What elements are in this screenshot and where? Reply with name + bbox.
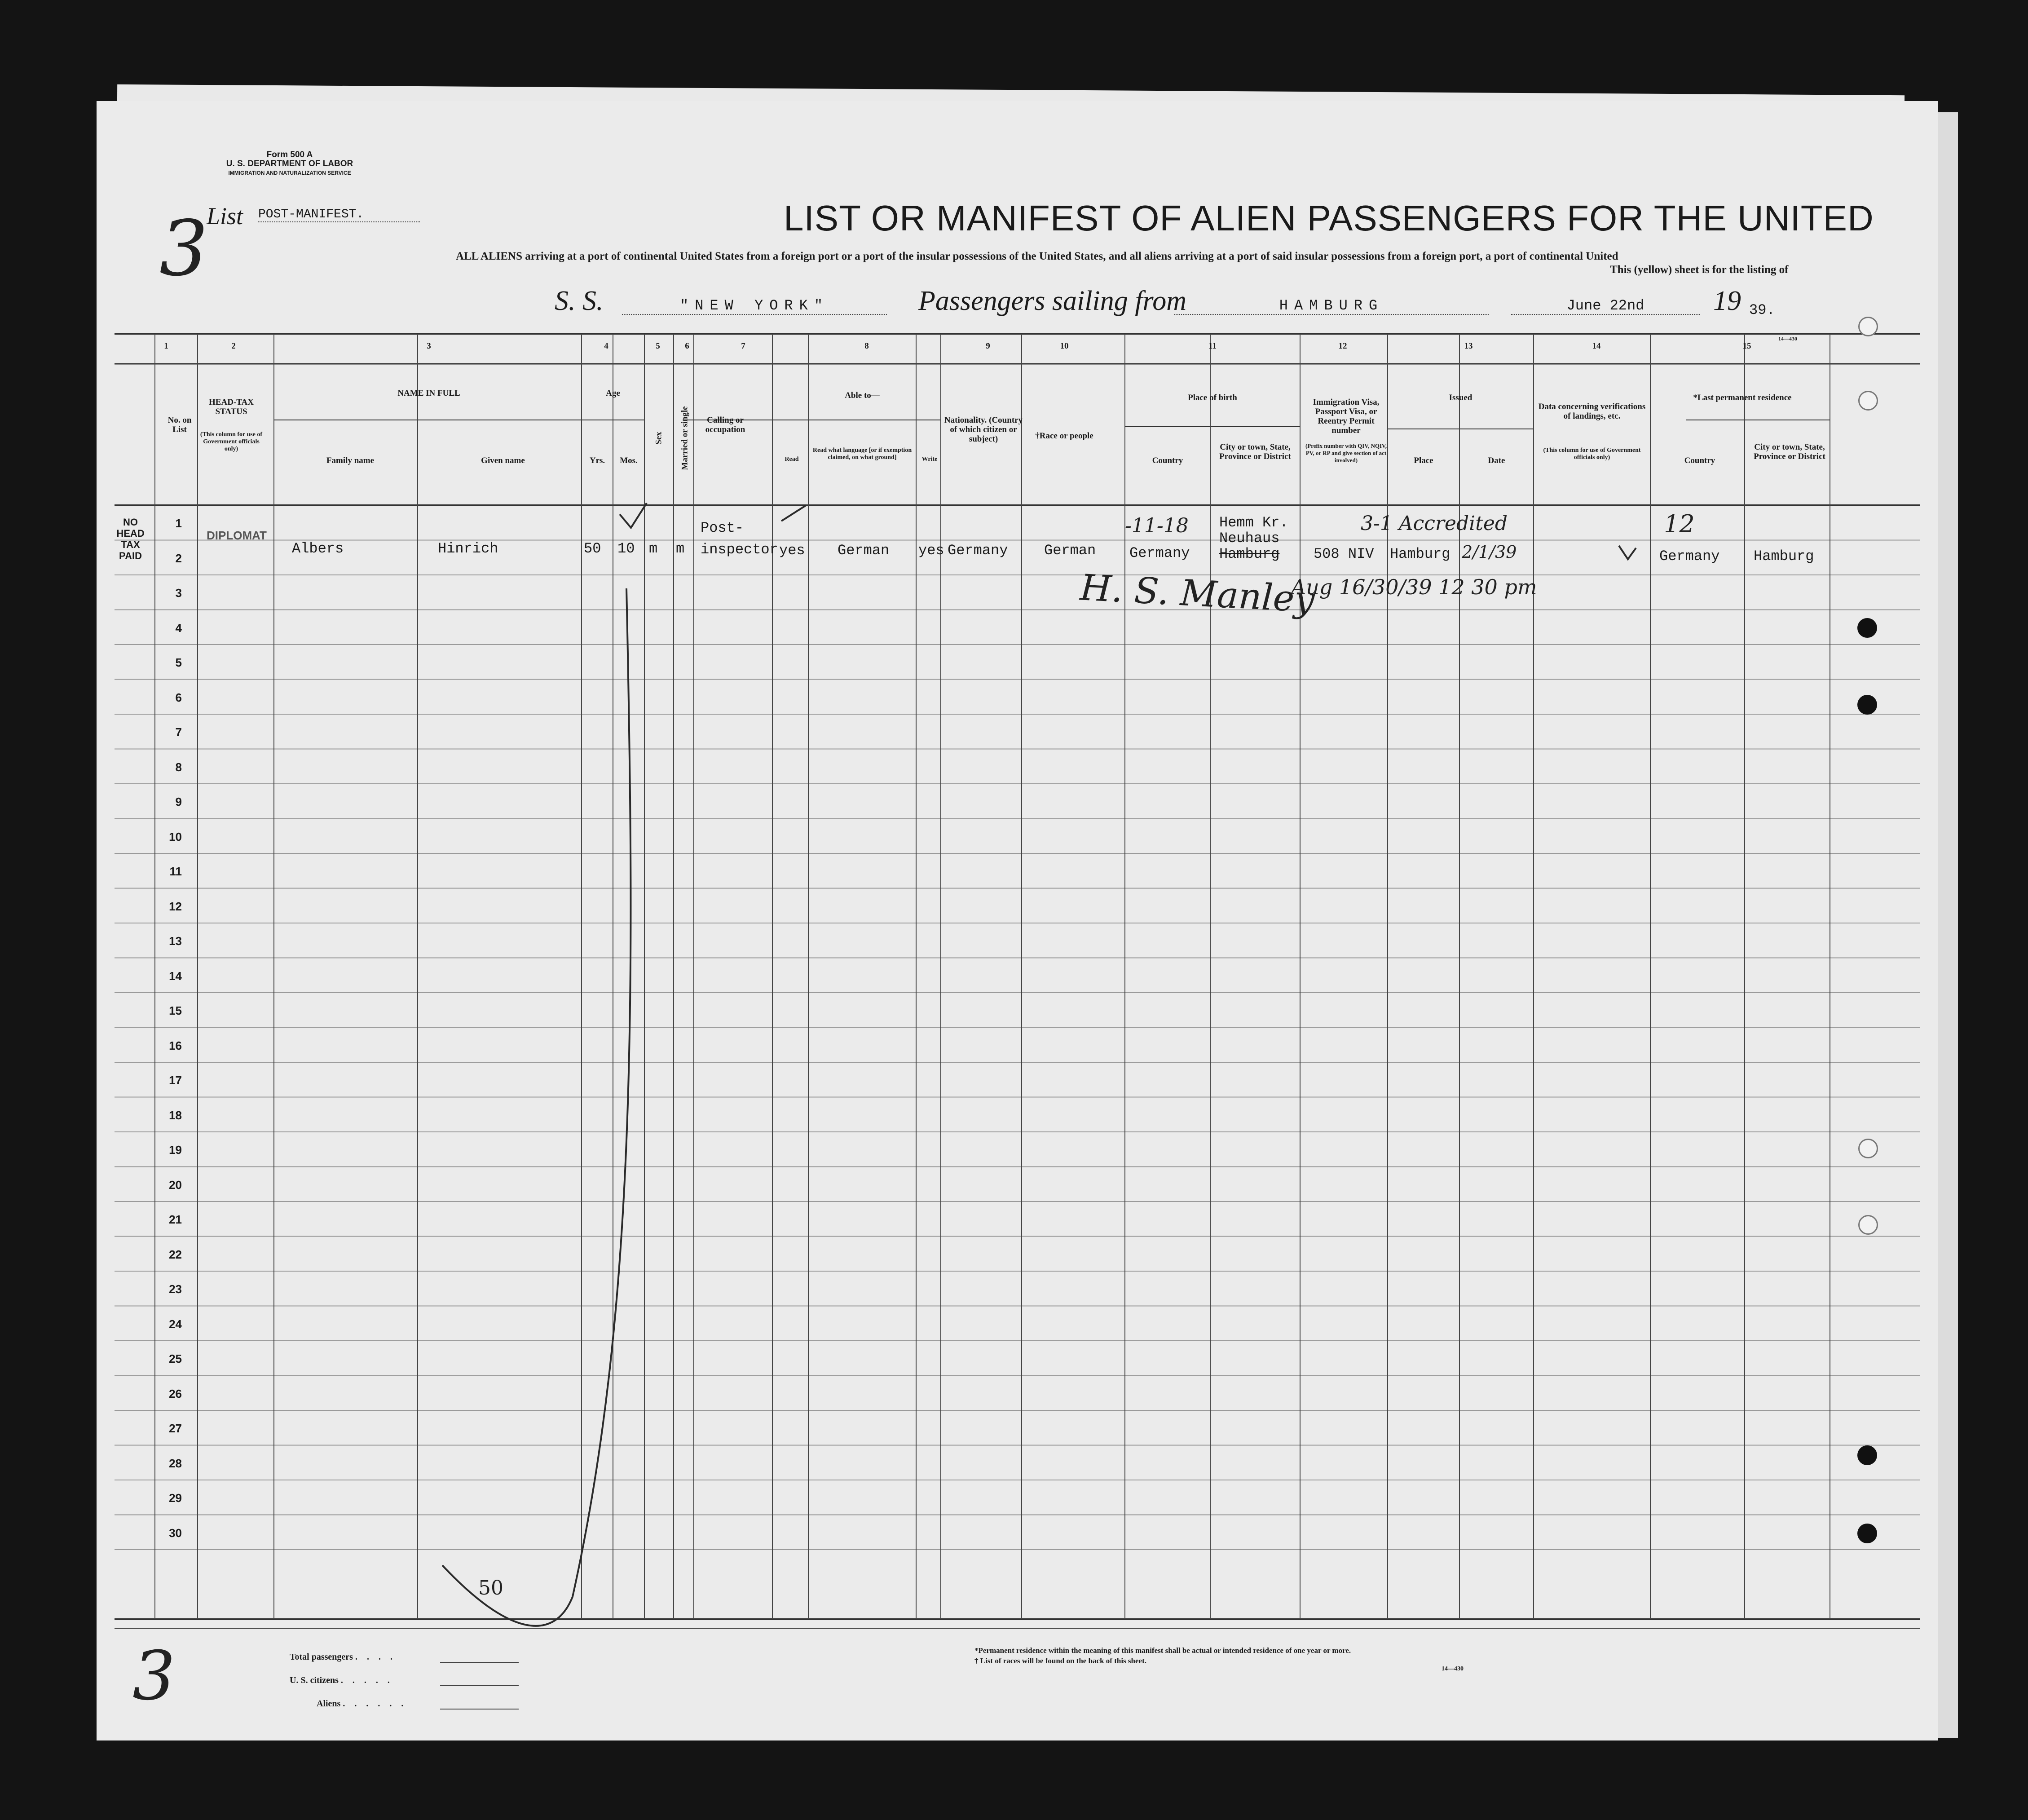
row-number: 17 xyxy=(169,1073,182,1087)
column-number: 8 xyxy=(864,341,869,351)
header-birth-country: Country xyxy=(1152,456,1183,465)
binder-hole xyxy=(1857,1445,1877,1465)
ship-name: "NEW YORK" xyxy=(622,297,887,315)
binder-hole xyxy=(1857,618,1877,638)
occupation-line-1: Post- xyxy=(701,520,744,536)
header-head-tax-note: (This column for use of Government officials only) xyxy=(200,431,263,452)
subtitle-line-2: This (yellow) sheet is for the listing of xyxy=(1610,264,1789,276)
row-number: 29 xyxy=(169,1491,182,1505)
row-number: 22 xyxy=(169,1247,182,1261)
column-number: 7 xyxy=(741,341,745,351)
aliens-label xyxy=(317,1699,407,1709)
footnote-residence: *Permanent residence within the meaning of this manifest shall be actual or intended residence of one year or more. xyxy=(974,1646,1351,1655)
column-number: 10 xyxy=(1060,341,1069,351)
binder-hole xyxy=(1858,391,1878,411)
header-visa: Immigration Visa, Passport Visa, or Reentry Permit number xyxy=(1313,398,1380,435)
binder-hole xyxy=(1857,695,1877,715)
year-suffix: 39. xyxy=(1749,302,1775,318)
row-number: 4 xyxy=(175,621,182,635)
row-number: 8 xyxy=(175,760,182,774)
bottom-handwritten-mark: 3 xyxy=(132,1637,176,1715)
header-head-tax: HEAD-TAX STATUS xyxy=(209,398,254,416)
header-family-name: Family name xyxy=(326,456,375,465)
no-head-tax-stamp: NO HEAD TAX PAID xyxy=(116,517,145,561)
column-number: 2 xyxy=(231,341,236,351)
row-number: 20 xyxy=(169,1178,182,1192)
read: yes xyxy=(779,542,805,559)
us-citizens-label xyxy=(290,1675,393,1686)
table-grid xyxy=(97,101,1938,1740)
sailing-date: June 22nd xyxy=(1511,297,1700,315)
column-number: 11 xyxy=(1208,341,1217,351)
row-number: 19 xyxy=(169,1143,182,1157)
page-title: LIST OR MANIFEST OF ALIEN PASSENGERS FOR THE UNITED xyxy=(784,198,1874,238)
binder-hole xyxy=(1858,317,1878,336)
column-number: 1 xyxy=(164,341,168,351)
column-number: 9 xyxy=(986,341,990,351)
header-place-of-birth: Place of birth xyxy=(1188,393,1237,402)
row-number: 21 xyxy=(169,1213,182,1226)
issued-date: 2/1/39 xyxy=(1462,542,1517,562)
service: IMMIGRATION AND NATURALIZATION SERVICE xyxy=(228,170,351,176)
header-nationality: Nationality. (Country of which citizen or subject) xyxy=(944,415,1023,444)
header-res-country: Country xyxy=(1684,456,1715,465)
header-residence: *Last permanent residence xyxy=(1693,393,1792,402)
birth-city-line-2: Neuhaus xyxy=(1219,530,1280,547)
header-landing-note: (This column for use of Government officials only) xyxy=(1543,447,1641,461)
list-value: POST-MANIFEST. xyxy=(258,208,420,222)
header-res-city: City or town, State, Province or District xyxy=(1754,442,1825,461)
column-number: 5 xyxy=(656,341,660,351)
issued-place: Hamburg xyxy=(1390,546,1450,562)
birth-annotation: -11-18 xyxy=(1125,514,1189,537)
row-number: 28 xyxy=(169,1456,182,1470)
row-number: 12 xyxy=(169,899,182,913)
header-issued-date: Date xyxy=(1488,456,1505,465)
birth-city-line-1: Hemm Kr. xyxy=(1219,514,1288,531)
row-number: 26 xyxy=(169,1387,182,1400)
header-issued-place: Place xyxy=(1414,456,1433,465)
header-read: Read xyxy=(785,456,799,463)
given-name: Hinrich xyxy=(438,540,498,557)
nationality: Germany xyxy=(948,542,1008,559)
binder-hole xyxy=(1858,1139,1878,1158)
header-married: Married or single xyxy=(680,406,690,470)
header-read-lang: Read what language [or if exemption claimed, on what ground] xyxy=(812,447,912,461)
write: yes xyxy=(918,542,944,559)
header-given-name: Given name xyxy=(481,456,525,465)
form-code: 14—430 xyxy=(1442,1665,1464,1672)
header-issued: Issued xyxy=(1449,393,1473,402)
residence-city: Hamburg xyxy=(1754,548,1814,565)
column-number: 4 xyxy=(604,341,608,351)
aliens-text: Aliens xyxy=(317,1699,341,1709)
total-passengers-text: Total passengers xyxy=(290,1652,353,1662)
column-number: 15 xyxy=(1742,341,1751,351)
row-number: 16 xyxy=(169,1038,182,1052)
row-number: 7 xyxy=(175,725,182,739)
row-number: 14 xyxy=(169,969,182,983)
column-number: 6 xyxy=(685,341,689,351)
total-passengers-line xyxy=(440,1662,519,1663)
header-calling: Calling or occupation xyxy=(705,415,745,434)
column-number: 3 xyxy=(427,341,431,351)
row-number: 25 xyxy=(169,1352,182,1365)
row-number: 9 xyxy=(175,795,182,808)
row-number: 24 xyxy=(169,1317,182,1331)
header-write: Write xyxy=(921,456,938,463)
row-number: 5 xyxy=(175,656,182,669)
column-number: 13 xyxy=(1464,341,1473,351)
header-visa-note: (Prefix number with QIV, NQIV, PV, or RP and give section of act involved) xyxy=(1305,442,1387,464)
header-birth-city: City or town, State, Province or District xyxy=(1219,442,1291,461)
binder-hole xyxy=(1857,1524,1877,1543)
subtitle-line-1: ALL ALIENS arriving at a port of continental United States from a foreign port or a port of the insular possessions of the United States, and all aliens arriving at a port of said insular possessions from a foreign port, a port of continental United xyxy=(456,250,1618,262)
form-number: Form 500 A xyxy=(266,150,313,159)
header-yrs: Yrs. xyxy=(589,456,605,465)
signature-date: Aug 16/30/39 12 30 pm xyxy=(1291,575,1537,599)
married: m xyxy=(676,540,685,557)
sex: m xyxy=(649,540,658,557)
row-number: 3 xyxy=(175,586,182,600)
header-mos: Mos. xyxy=(620,456,638,465)
visa-number: 508 NIV xyxy=(1314,546,1374,562)
age-months: 10 xyxy=(617,540,635,557)
leader-dots: . . . . . xyxy=(340,1675,393,1685)
header-able-to: Able to— xyxy=(845,391,880,400)
port-name: HAMBURG xyxy=(1174,297,1489,315)
department: U. S. DEPARTMENT OF LABOR xyxy=(226,159,353,168)
total-count: 50 xyxy=(478,1577,503,1599)
row-number: 11 xyxy=(169,865,182,878)
row-number: 23 xyxy=(169,1282,182,1296)
age-years: 50 xyxy=(584,540,601,557)
occupation-line-2: inspector xyxy=(701,541,778,558)
row-number: 30 xyxy=(169,1526,182,1540)
top-form-code: 14—430 xyxy=(1778,336,1797,342)
header-race: †Race or people xyxy=(1035,431,1093,441)
year-prefix: 19 xyxy=(1713,286,1741,316)
header-age: Age xyxy=(606,389,620,398)
column-number: 14 xyxy=(1592,341,1601,351)
binder-hole xyxy=(1858,1215,1878,1235)
family-name: Albers xyxy=(292,540,344,557)
us-citizens-line xyxy=(440,1685,519,1686)
leader-dots: . . . . xyxy=(355,1652,396,1662)
manifest-sheet xyxy=(97,101,1938,1740)
row-number: 27 xyxy=(169,1422,182,1435)
row-number: 15 xyxy=(169,1004,182,1017)
list-label: List xyxy=(207,203,243,230)
aliens-line xyxy=(440,1709,519,1710)
visa-annotation: 3-1 Accredited xyxy=(1361,512,1508,535)
header-sex: Sex xyxy=(654,432,664,445)
inspector-signature: H. S. Manley xyxy=(1079,566,1316,621)
leader-dots: . . . . . . xyxy=(343,1699,407,1709)
footnote-races: † List of races will be found on the back of this sheet. xyxy=(974,1657,1146,1665)
column-number: 12 xyxy=(1338,341,1347,351)
row-number: 18 xyxy=(169,1108,182,1122)
residence-annotation: 12 xyxy=(1664,510,1695,538)
birth-country: Germany xyxy=(1129,545,1190,561)
ss-label: S. S. xyxy=(555,286,604,316)
residence-country: Germany xyxy=(1659,548,1720,565)
us-citizens-text: U. S. citizens xyxy=(290,1675,339,1685)
sailing-label: Passengers sailing from xyxy=(918,286,1187,316)
row-number: 13 xyxy=(169,934,182,948)
row-number: 10 xyxy=(169,830,182,844)
row-number: 1 xyxy=(175,517,182,530)
header-name-in-full: NAME IN FULL xyxy=(397,389,460,398)
row-number: 6 xyxy=(175,690,182,704)
header-no-on-list: No. on List xyxy=(168,415,192,434)
list-handwritten-number: 3 xyxy=(159,204,208,293)
read-language: German xyxy=(838,542,890,559)
row-number: 2 xyxy=(175,551,182,565)
head-tax-status: DIPLOMAT xyxy=(207,529,267,542)
race: German xyxy=(1044,542,1096,559)
total-passengers-label xyxy=(290,1652,396,1662)
birth-city-line-3: Hamburg xyxy=(1219,546,1280,562)
header-landing-data: Data concerning verifications of landings, etc. xyxy=(1538,402,1646,421)
